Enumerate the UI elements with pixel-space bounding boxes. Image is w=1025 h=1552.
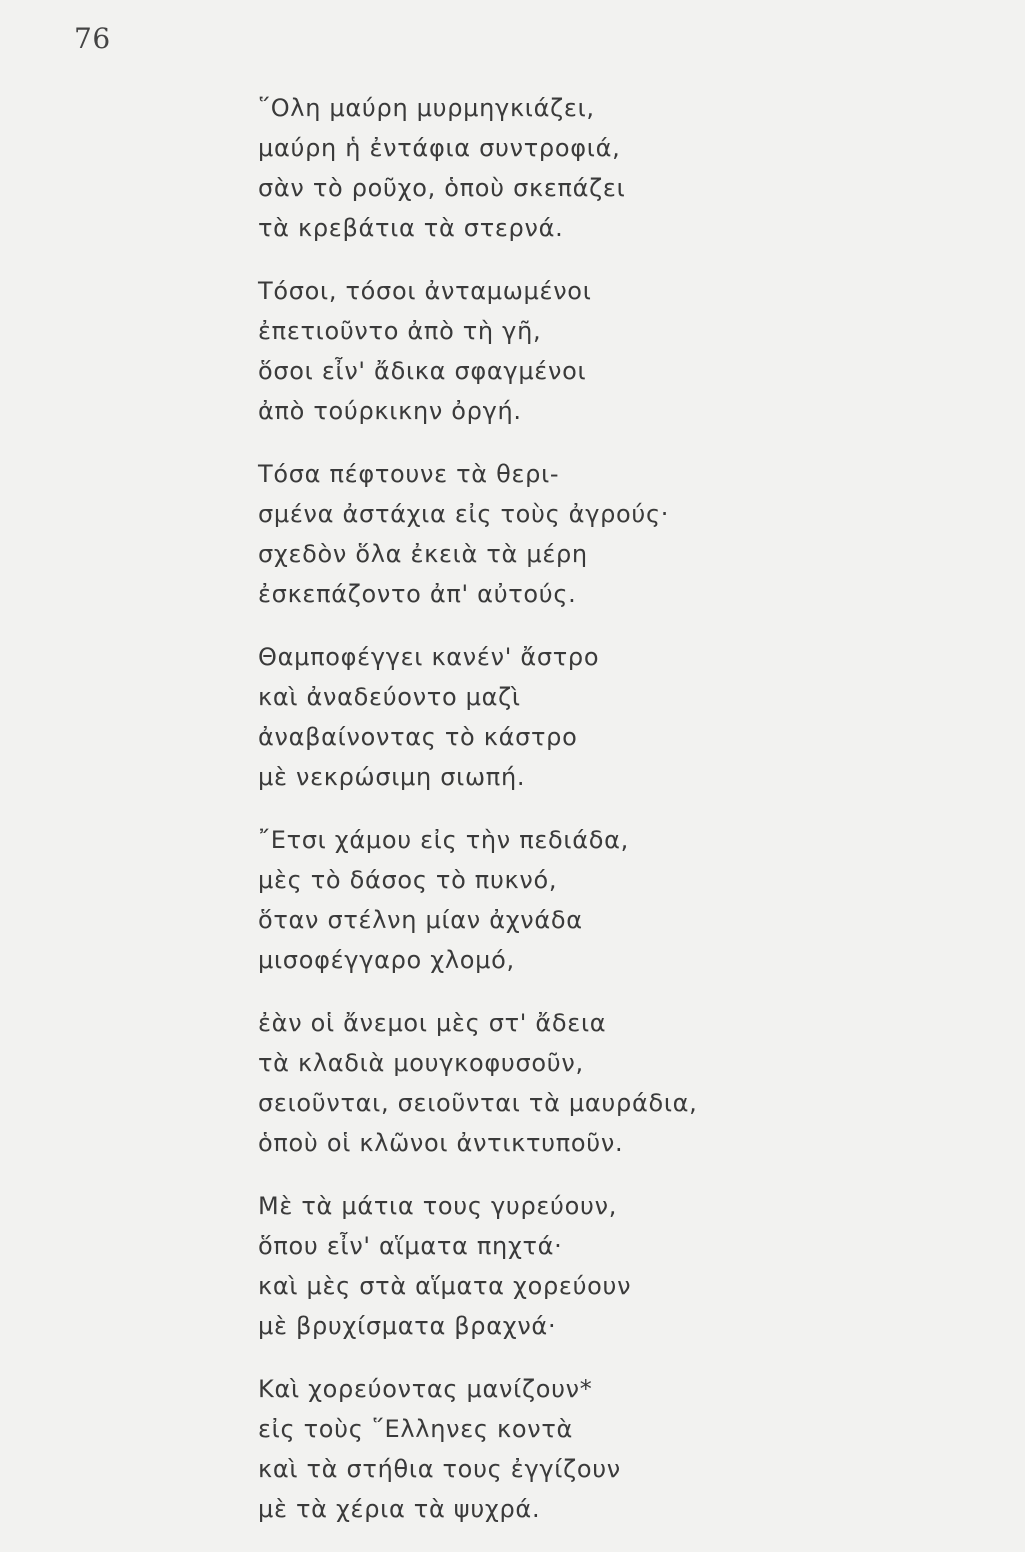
stanza: [258, 88, 818, 248]
poem-line: ῎Ετσι χάμου εἰς τὴν πεδιάδα,: [258, 826, 630, 854]
poem-line: μισοφέγγαρο χλομό,: [258, 946, 515, 974]
poem-line: ἐπετιοῦντο ἀπὸ τὴ γῆ,: [258, 317, 542, 345]
poem-line: σχεδὸν ὅλα ἐκειὰ τὰ μέρη: [258, 540, 588, 568]
poem-line: Καὶ χορεύοντας μανίζουν*: [258, 1375, 593, 1403]
poem-line: ἐὰν οἱ ἄνεμοι μὲς στ' ἄδεια: [258, 1009, 607, 1037]
stanza: [258, 271, 818, 431]
poem-line: μὲς τὸ δάσος τὸ πυκνό,: [258, 866, 558, 894]
poem-line: Μὲ τὰ μάτια τους γυρεύουν,: [258, 1192, 618, 1220]
stanza: [258, 1369, 818, 1529]
poem-line: ἐσκεπάζοντο ἀπ' αὐτούς.: [258, 580, 577, 608]
poem-line: Τόσοι, τόσοι ἀνταμωμένοι: [258, 277, 592, 305]
poem-line: ὅσοι εἶν' ἄδικα σφαγμένοι: [258, 357, 587, 385]
poem-line: εἰς τοὺς ῞Ελληνες κοντὰ: [258, 1415, 574, 1443]
poem-line: ὅπου εἶν' αἵματα πηχτά·: [258, 1232, 563, 1260]
poem-line: ῞Ολη μαύρη μυρμηγκιάζει,: [258, 94, 595, 122]
poem-line: μὲ τὰ χέρια τὰ ψυχρά.: [258, 1495, 541, 1523]
poem-line: Θαμποφέγγει κανέν' ἄστρο: [258, 643, 600, 671]
poem-line: τὰ κρεβάτια τὰ στερνά.: [258, 214, 564, 242]
poem-line: καὶ μὲς στὰ αἵματα χορεύουν: [258, 1272, 632, 1300]
poem-line: μὲ νεκρώσιμη σιωπή.: [258, 763, 526, 791]
poem-line: σὰν τὸ ροῦχο, ὁποὺ σκεπάζει: [258, 174, 626, 202]
poem-line: ὁποὺ οἱ κλῶνοι ἀντικτυποῦν.: [258, 1129, 624, 1157]
stanza: [258, 637, 818, 797]
poem-line: σειοῦνται, σειοῦνται τὰ μαυράδια,: [258, 1089, 698, 1117]
poem-line: καὶ ἀναδεύοντο μαζὶ: [258, 683, 521, 711]
poem-line: Τόσα πέφτουνε τὰ θερι-: [258, 460, 560, 488]
poem: [258, 88, 818, 1552]
poem-line: ὅταν στέλνη μίαν ἀχνάδα: [258, 906, 583, 934]
poem-line: μαύρη ἡ ἐντάφια συντροφιά,: [258, 134, 621, 162]
stanza: [258, 820, 818, 980]
poem-line: ἀναβαίνοντας τὸ κάστρο: [258, 723, 578, 751]
poem-line: μὲ βρυχίσματα βραχνά·: [258, 1312, 557, 1340]
stanza: [258, 1003, 818, 1163]
stanza: [258, 1186, 818, 1346]
poem-line: τὰ κλαδιὰ μουγκοφυσοῦν,: [258, 1049, 584, 1077]
poem-line: ἀπὸ τούρκικην ὀργή.: [258, 397, 522, 425]
poem-line: καὶ τὰ στήθια τους ἐγγίζουν: [258, 1455, 621, 1483]
stanza: [258, 454, 818, 614]
poem-line: σμένα ἀστάχια εἰς τοὺς ἀγρούς·: [258, 500, 670, 528]
page-number: 76: [74, 22, 111, 55]
